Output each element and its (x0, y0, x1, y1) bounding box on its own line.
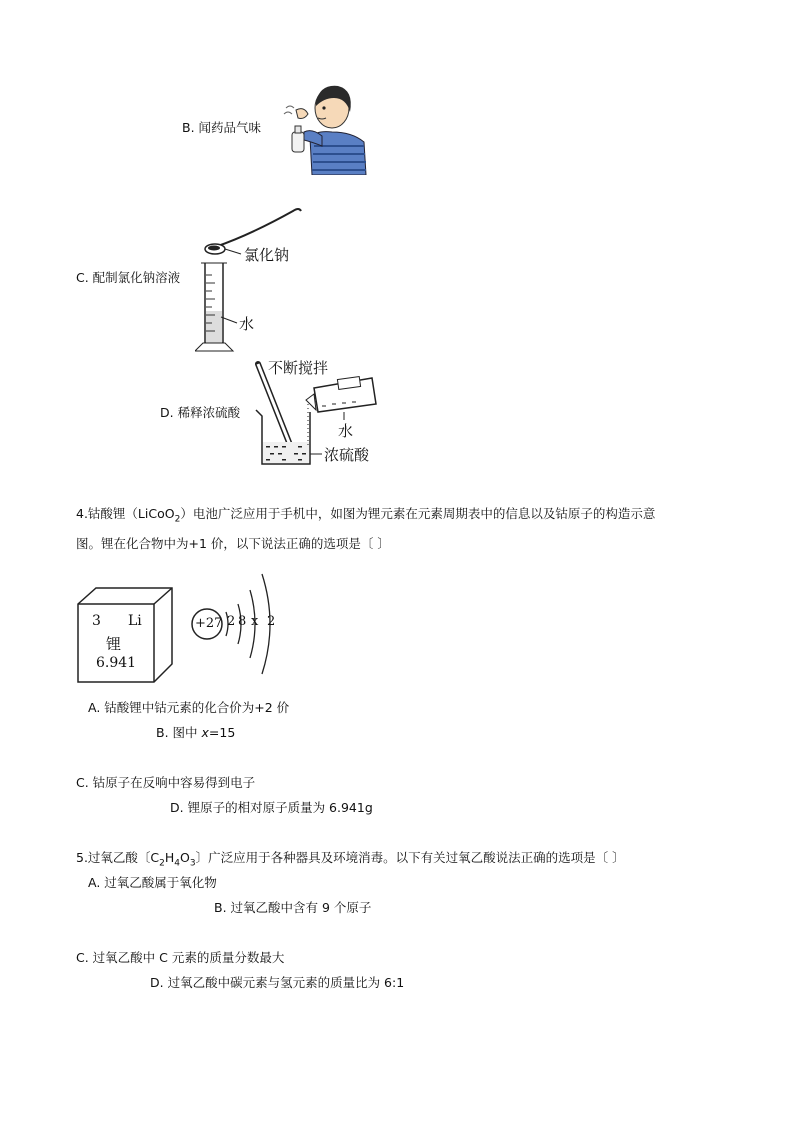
q5-option-b[interactable]: B. 过氧乙酸中含有 9 个原子 (214, 900, 372, 915)
q4-option-b-pre: B. 图中 (156, 725, 202, 740)
q4-stem-pre: 4.钴酸锂（LiCoO (76, 506, 175, 521)
q4-option-a[interactable]: A. 钴酸锂中钴元素的化合价为+2 价 (88, 700, 290, 715)
q4-stem-line2: 图。锂在化合物中为+1 价，以下说法正确的选项是〔 〕 (76, 535, 390, 551)
atom-shell-1: 2 (227, 614, 236, 629)
option-d-label: D. 稀释浓硫酸 (160, 405, 241, 420)
tag-stir: 不断搅拌 (268, 359, 329, 377)
q4-option-c[interactable]: C. 钴原子在反响中容易得到电子 (76, 775, 256, 790)
q4-option-b-var: x (201, 725, 209, 740)
q5-sub-1: 2 (159, 858, 165, 869)
element-symbol: Li (128, 613, 142, 629)
tag-water: 水 (239, 315, 255, 333)
q5-option-a[interactable]: A. 过氧乙酸属于氧化物 (88, 875, 217, 890)
q4-stem-sub: 2 (174, 514, 181, 525)
q5-mid-1: H (164, 850, 175, 865)
q5-option-c[interactable]: C. 过氧乙酸中 C 元素的质量分数最大 (76, 950, 285, 965)
q5-option-d[interactable]: D. 过氧乙酸中碳元素与氢元素的质量比为 6:1 (150, 975, 405, 990)
q5-stem (76, 846, 625, 876)
q4-option-b[interactable] (156, 724, 235, 742)
q4-option-b-post: =15 (208, 725, 236, 740)
atom-shell-2: 8 (238, 614, 247, 629)
atom-nucleus: +27 (195, 616, 223, 631)
q5-stem-post: 〕广泛应用于各种器具及环境消毒。以下有关过氧乙酸说法正确的选项是〔 〕 (195, 850, 625, 865)
tag-acid: 浓硫酸 (324, 446, 370, 464)
element-mass: 6.941 (96, 655, 137, 671)
tag-salt: 氯化钠 (244, 246, 290, 264)
q4-option-d[interactable]: D. 锂原子的相对原子质量为 6.941g (170, 800, 373, 815)
option-c-label: C. 配制氯化钠溶液 (76, 270, 181, 285)
element-number: 3 (92, 613, 101, 629)
element-name: 锂 (106, 635, 122, 653)
atom-shell-4: 2 (267, 614, 276, 629)
q4-stem (76, 502, 756, 556)
q5-sub-3: 3 (189, 858, 196, 869)
q5-mid-2: O (180, 850, 190, 865)
smelling-illustration (282, 80, 372, 175)
atom-shell-3: x (251, 614, 259, 629)
tag-water-d: 水 (338, 422, 354, 440)
q4-stem-post: ）电池广泛应用于手机中，如图为锂元素在元素周期表中的信息以及钴原子的构造示意 (180, 506, 656, 521)
q5-sub-2: 4 (174, 858, 181, 869)
option-b-label: B. 闻药品气味 (182, 120, 262, 135)
q5-stem-pre: 5.过氧乙酸〔C (76, 850, 160, 865)
